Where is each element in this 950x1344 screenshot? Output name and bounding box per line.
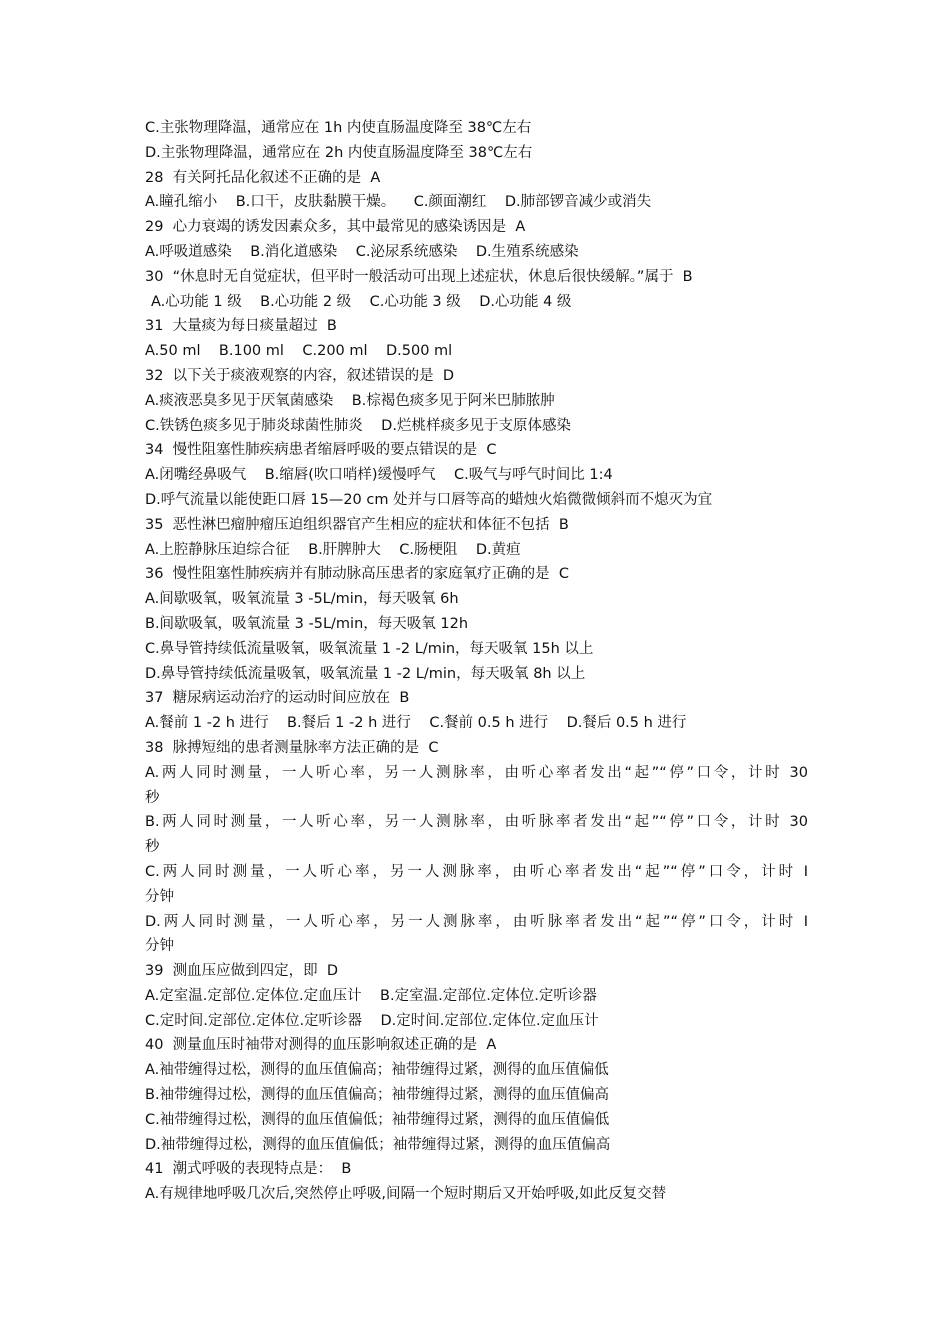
options-line: D.呼气流量以能使距口唇 15—20 cm 处并与口唇等高的蜡烛火焰微微倾斜而不熄灭为宜 <box>145 491 713 508</box>
options-line: A.瞳孔缩小 B.口干，皮肤黏膜干燥。 C.颜面潮红 D.肺部锣音减少或消失 <box>145 194 652 211</box>
question-line: 36 慢性阻塞性肺疾病并有肺动脉高压患者的家庭氧疗正确的是 C <box>145 566 570 583</box>
options-line: A.有规律地呼吸几次后,突然停止呼吸,间隔一个短时期后又开始呼吸,如此反复交替 <box>145 1186 667 1203</box>
question-line: 35 恶性淋巴瘤肿瘤压迫组织器官产生相应的症状和体征不包括 B <box>145 516 569 533</box>
question-line: 41 潮式呼吸的表现特点是： B <box>145 1161 352 1178</box>
options-line-continued: 分钟 <box>145 938 174 955</box>
options-line-continued: 秒 <box>145 839 160 856</box>
question-line: 29 心力衰竭的诱发因素众多，其中最常见的感染诱因是 A <box>145 219 526 236</box>
options-line: A.餐前 1 -2 h 进行 B.餐后 1 -2 h 进行 C.餐前 0.5 h 进行 D.餐后 0.5 h 进行 <box>145 715 687 732</box>
options-line: C.鼻导管持续低流量吸氧，吸氧流量 1 -2 L/min，每天吸氧 15h 以上 <box>145 640 594 657</box>
options-line: A.定室温.定部位.定体位.定血压计 B.定室温.定部位.定体位.定听诊器 <box>145 987 597 1004</box>
options-line: A.上腔静脉压迫综合征 B.肝脾肿大 C.肠梗阻 D.黄疸 <box>145 541 521 558</box>
options-line: A.闭嘴经鼻吸气 B.缩唇(吹口哨样)缓慢呼气 C.吸气与呼气时间比 1:4 <box>145 467 613 484</box>
options-line: C.定时间.定部位.定体位.定听诊器 D.定时间.定部位.定体位.定血压计 <box>145 1012 599 1029</box>
document-page <box>145 116 815 1207</box>
options-line: D.鼻导管持续低流量吸氧，吸氧流量 1 -2 L/min，每天吸氧 8h 以上 <box>145 665 586 682</box>
options-line: A.袖带缠得过松，测得的血压值偏高；袖带缠得过紧，测得的血压值偏低 <box>145 1062 609 1079</box>
question-line: 37 糖尿病运动治疗的运动时间应放在 B <box>145 690 410 707</box>
question-line: 32 以下关于痰液观察的内容，叙述错误的是 D <box>145 367 455 384</box>
options-line: B.两人同时测量，一人听心率，另一人测脉率，由听脉率者发出“起”“停”口令，计时 30 <box>145 814 808 831</box>
options-line-continued: 分钟 <box>145 888 174 905</box>
question-line: 34 慢性阻塞性肺疾病患者缩唇呼吸的要点错误的是 C <box>145 442 497 459</box>
options-line: B.间歇吸氧，吸氧流量 3 -5L/min，每天吸氧 12h <box>145 615 469 632</box>
options-line-continued: 秒 <box>145 789 160 806</box>
options-line: A.50 ml B.100 ml C.200 ml D.500 ml <box>145 343 453 360</box>
question-line: 40 测量血压时袖带对测得的血压影响叙述正确的是 A <box>145 1037 497 1054</box>
options-line: C.袖带缠得过松，测得的血压值偏低；袖带缠得过紧，测得的血压值偏低 <box>145 1111 610 1128</box>
text-line: D.主张物理降温，通常应在 2h 内使直肠温度降至 38℃左右 <box>145 144 533 161</box>
options-line: C.两人同时测量，一人听心率，另一人测脉率，由听心率者发出“起”“停”口令，计时 I <box>145 863 808 880</box>
options-line: C.铁锈色痰多见于肺炎球菌性肺炎 D.烂桃样痰多见于支原体感染 <box>145 417 571 434</box>
options-line: A.心功能 1 级 B.心功能 2 级 C.心功能 3 级 D.心功能 4 级 <box>151 293 572 310</box>
question-line: 39 测血压应做到四定，即 D <box>145 963 339 980</box>
options-line: D.袖带缠得过松，测得的血压值偏低；袖带缠得过紧，测得的血压值偏高 <box>145 1136 611 1153</box>
options-line: A.间歇吸氧，吸氧流量 3 -5L/min，每天吸氧 6h <box>145 591 459 608</box>
options-line: A.痰液恶臭多见于厌氧菌感染 B.棕褐色痰多见于阿米巴肺脓肿 <box>145 392 555 409</box>
question-line: 30 “休息时无自觉症状，但平时一般活动可出现上述症状，休息后很快缓解。”属于 B <box>145 268 693 285</box>
options-line: A.呼吸道感染 B.消化道感染 C.泌尿系统感染 D.生殖系统感染 <box>145 243 579 260</box>
question-line: 38 脉搏短绌的患者测量脉率方法正确的是 C <box>145 739 439 756</box>
question-line: 31 大量痰为每日痰量超过 B <box>145 318 337 335</box>
question-line: 28 有关阿托品化叙述不正确的是 A <box>145 169 381 186</box>
options-line: B.袖带缠得过松，测得的血压值偏高；袖带缠得过紧，测得的血压值偏高 <box>145 1087 610 1104</box>
options-line: A.两人同时测量，一人听心率，另一人测脉率，由听心率者发出“起”“停”口令，计时 30 <box>145 764 808 781</box>
text-line: C.主张物理降温，通常应在 1h 内使直肠温度降至 38℃左右 <box>145 120 532 136</box>
options-line: D.两人同时测量，一人听心率，另一人测脉率，由听脉率者发出“起”“停”口令，计时 I <box>145 913 808 930</box>
